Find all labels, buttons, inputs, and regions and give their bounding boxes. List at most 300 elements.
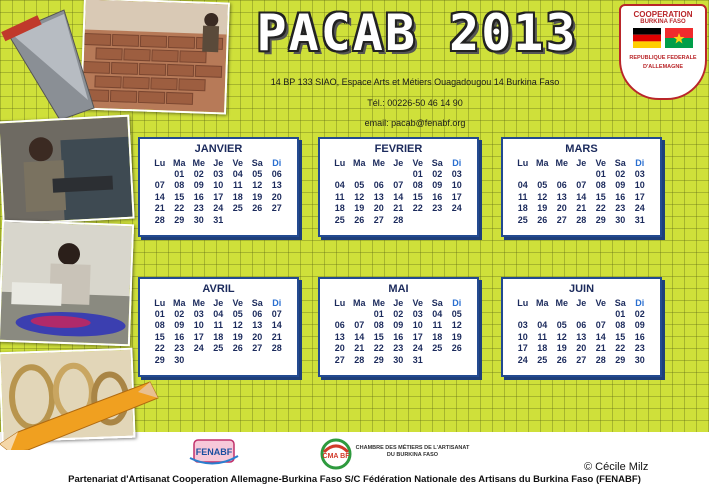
fenabf-logo-icon bbox=[186, 436, 242, 470]
day-cell: 02 bbox=[174, 308, 185, 319]
day-cell: 13 bbox=[556, 191, 567, 202]
day-cell: 26 bbox=[537, 214, 548, 225]
weekday-label: Je bbox=[576, 297, 587, 308]
weekday-label: Sa bbox=[251, 157, 263, 168]
day-cell: 13 bbox=[576, 331, 587, 342]
calendar-mai bbox=[318, 277, 479, 377]
day-cell: 11 bbox=[213, 320, 223, 331]
photo-bricklayer bbox=[80, 0, 230, 115]
day-cell: 02 bbox=[432, 168, 443, 179]
weekday-label: Me bbox=[192, 157, 205, 168]
day-cell: 20 bbox=[373, 203, 384, 214]
day-cell: 27 bbox=[334, 354, 345, 365]
day-cell: 02 bbox=[393, 308, 404, 319]
day-cell: 28 bbox=[393, 214, 404, 225]
day-cell: 26 bbox=[354, 214, 365, 225]
day-cell bbox=[572, 308, 592, 320]
day-cell: 12 bbox=[354, 191, 365, 202]
day-cell: 08 bbox=[174, 180, 185, 191]
weekday-label: Ma bbox=[352, 297, 366, 308]
month-table bbox=[513, 297, 650, 366]
weekday-label: Je bbox=[576, 157, 587, 168]
day-cell: 07 bbox=[576, 180, 587, 191]
day-cell: 16 bbox=[615, 191, 626, 202]
day-cell: 25 bbox=[432, 343, 443, 354]
day-cell: 17 bbox=[451, 191, 462, 202]
day-cell: 29 bbox=[615, 354, 626, 365]
week-row bbox=[513, 168, 650, 180]
day-cell: 25 bbox=[232, 203, 243, 214]
week-row bbox=[513, 331, 650, 343]
week-row bbox=[330, 168, 467, 180]
day-cell: 06 bbox=[576, 320, 587, 331]
day-cell: 15 bbox=[154, 331, 165, 342]
day-cell: 24 bbox=[517, 354, 528, 365]
day-cell: 20 bbox=[252, 331, 263, 342]
tailor-image bbox=[0, 222, 132, 344]
day-cell: 09 bbox=[393, 320, 404, 331]
weekday-label: Lu bbox=[154, 297, 166, 308]
week-row bbox=[330, 308, 467, 320]
day-cell: 05 bbox=[537, 180, 548, 191]
day-cell: 15 bbox=[615, 331, 626, 342]
day-cell: 21 bbox=[393, 203, 404, 214]
day-cell: 26 bbox=[232, 343, 243, 354]
day-cell: 06 bbox=[271, 168, 282, 179]
week-row bbox=[150, 168, 287, 180]
day-cell: 23 bbox=[432, 203, 443, 214]
day-cell bbox=[350, 168, 370, 180]
day-cell: 18 bbox=[334, 203, 345, 214]
day-cell: 18 bbox=[517, 203, 528, 214]
week-row bbox=[513, 308, 650, 320]
weekday-header-row bbox=[150, 297, 287, 308]
week-row bbox=[330, 343, 467, 355]
cma-logo-icon bbox=[318, 438, 354, 470]
day-cell: 25 bbox=[537, 354, 548, 365]
day-cell: 16 bbox=[193, 191, 204, 202]
day-cell: 16 bbox=[393, 331, 404, 342]
day-cell: 21 bbox=[595, 343, 606, 354]
day-cell: 25 bbox=[334, 214, 345, 225]
month-name: FEVRIER bbox=[374, 143, 423, 155]
trowel-icon bbox=[0, 0, 100, 130]
weekday-label: Di bbox=[272, 297, 282, 308]
day-cell: 16 bbox=[634, 331, 645, 342]
day-cell: 23 bbox=[174, 343, 185, 354]
day-cell bbox=[428, 214, 448, 226]
day-cell: 27 bbox=[576, 354, 587, 365]
day-cell: 17 bbox=[412, 331, 423, 342]
week-row bbox=[513, 180, 650, 192]
day-cell: 10 bbox=[517, 331, 528, 342]
day-cell: 19 bbox=[232, 331, 243, 342]
weekday-label: Me bbox=[555, 157, 568, 168]
day-cell bbox=[513, 308, 533, 320]
day-cell: 10 bbox=[213, 180, 224, 191]
month-name: MARS bbox=[565, 143, 598, 155]
mechanic-image bbox=[0, 117, 133, 224]
weekday-label: Ve bbox=[595, 157, 606, 168]
week-row bbox=[150, 343, 287, 355]
day-cell: 27 bbox=[373, 214, 384, 225]
day-cell: 02 bbox=[193, 168, 204, 179]
day-cell: 02 bbox=[634, 308, 645, 319]
week-row bbox=[330, 191, 467, 203]
day-cell: 21 bbox=[154, 203, 165, 214]
weekday-label: Me bbox=[192, 297, 205, 308]
day-cell: 20 bbox=[334, 343, 345, 354]
day-cell: 17 bbox=[193, 331, 204, 342]
day-cell: 11 bbox=[537, 331, 547, 342]
day-cell: 12 bbox=[252, 180, 263, 191]
day-cell: 07 bbox=[271, 308, 282, 319]
week-row bbox=[330, 354, 467, 366]
day-cell: 17 bbox=[517, 343, 528, 354]
day-cell: 04 bbox=[232, 168, 243, 179]
day-cell bbox=[189, 354, 209, 366]
calendar-avril bbox=[138, 277, 299, 377]
day-cell: 22 bbox=[174, 203, 185, 214]
day-cell: 24 bbox=[634, 203, 645, 214]
badge-bottom-2: D'ALLEMAGNE bbox=[642, 64, 684, 70]
day-cell: 21 bbox=[354, 343, 365, 354]
bricklayer-image bbox=[82, 0, 228, 112]
day-cell: 26 bbox=[556, 354, 567, 365]
day-cell bbox=[428, 354, 448, 366]
weekday-header-row bbox=[330, 297, 467, 308]
day-cell: 30 bbox=[615, 214, 626, 225]
badge-bottom-1: REPUBLIQUE FEDERALE bbox=[629, 55, 697, 61]
day-cell: 05 bbox=[252, 168, 263, 179]
day-cell: 03 bbox=[193, 308, 204, 319]
day-cell: 26 bbox=[451, 343, 462, 354]
badge-title: COOPERATION bbox=[633, 10, 693, 19]
day-cell: 03 bbox=[634, 168, 645, 179]
day-cell bbox=[267, 214, 287, 226]
day-cell: 18 bbox=[232, 191, 243, 202]
week-row bbox=[150, 214, 287, 226]
day-cell: 12 bbox=[232, 320, 243, 331]
day-cell: 15 bbox=[412, 191, 423, 202]
day-cell: 17 bbox=[213, 191, 224, 202]
day-cell: 06 bbox=[252, 308, 263, 319]
day-cell: 11 bbox=[432, 320, 442, 331]
day-cell bbox=[228, 214, 248, 226]
day-cell: 31 bbox=[412, 354, 423, 365]
weekday-label: Sa bbox=[614, 157, 626, 168]
weekday-label: Ve bbox=[232, 297, 243, 308]
month-table bbox=[330, 297, 467, 366]
day-cell: 28 bbox=[354, 354, 365, 365]
week-row bbox=[330, 180, 467, 192]
day-cell: 07 bbox=[354, 320, 365, 331]
week-row bbox=[330, 203, 467, 215]
month-table bbox=[330, 157, 467, 226]
day-cell: 27 bbox=[252, 343, 263, 354]
week-row bbox=[150, 180, 287, 192]
day-cell: 30 bbox=[634, 354, 645, 365]
day-cell: 19 bbox=[354, 203, 365, 214]
pencil-icon bbox=[0, 380, 160, 450]
weekday-label: Me bbox=[555, 297, 568, 308]
weekday-label: Sa bbox=[251, 297, 263, 308]
day-cell bbox=[572, 168, 592, 180]
day-cell bbox=[209, 354, 229, 366]
weekday-header-row bbox=[513, 297, 650, 308]
day-cell: 20 bbox=[556, 203, 567, 214]
weekday-label: Ma bbox=[535, 157, 549, 168]
page-title: PACAB 2013 bbox=[256, 4, 578, 62]
weekday-label: Lu bbox=[517, 297, 529, 308]
day-cell: 25 bbox=[213, 343, 224, 354]
copyright-text: © Cécile Milz bbox=[584, 461, 649, 473]
address-line: 14 BP 133 SIAO, Espace Arts et Métiers Ouagadougou 14 Burkina Faso bbox=[270, 77, 560, 87]
day-cell: 21 bbox=[576, 203, 587, 214]
day-cell: 10 bbox=[451, 180, 462, 191]
weekday-label: Me bbox=[372, 157, 385, 168]
month-table bbox=[150, 157, 287, 226]
day-cell: 07 bbox=[393, 180, 404, 191]
day-cell bbox=[513, 168, 533, 180]
weekday-label: Lu bbox=[334, 157, 346, 168]
day-cell: 14 bbox=[271, 320, 282, 331]
day-cell: 22 bbox=[615, 343, 626, 354]
week-row bbox=[330, 320, 467, 332]
day-cell: 08 bbox=[595, 180, 606, 191]
day-cell: 28 bbox=[576, 214, 587, 225]
day-cell bbox=[408, 214, 428, 226]
day-cell bbox=[447, 214, 467, 226]
day-cell: 29 bbox=[174, 214, 185, 225]
calendar-fevrier bbox=[318, 137, 479, 237]
day-cell bbox=[552, 168, 572, 180]
week-row bbox=[150, 308, 287, 320]
day-cell: 28 bbox=[154, 214, 165, 225]
calendar-janvier bbox=[138, 137, 299, 237]
weekday-label: Di bbox=[272, 157, 282, 168]
weekday-label: Ma bbox=[535, 297, 549, 308]
day-cell: 11 bbox=[334, 191, 345, 202]
day-cell: 01 bbox=[154, 308, 165, 319]
day-cell: 19 bbox=[537, 203, 548, 214]
day-cell: 24 bbox=[412, 343, 423, 354]
day-cell: 25 bbox=[517, 214, 528, 225]
weekday-label: Ve bbox=[412, 297, 423, 308]
day-cell: 01 bbox=[615, 308, 626, 319]
day-cell: 01 bbox=[412, 168, 423, 179]
cma-logo-text: CMA BF bbox=[322, 453, 350, 460]
week-row bbox=[513, 191, 650, 203]
day-cell: 23 bbox=[393, 343, 404, 354]
day-cell: 06 bbox=[556, 180, 567, 191]
day-cell: 04 bbox=[517, 180, 528, 191]
cma-line-2: DU BURKINA FASO bbox=[386, 452, 439, 458]
day-cell: 09 bbox=[193, 180, 204, 191]
day-cell: 13 bbox=[373, 191, 384, 202]
day-cell: 04 bbox=[432, 308, 443, 319]
month-table bbox=[513, 157, 650, 226]
day-cell: 06 bbox=[373, 180, 384, 191]
day-cell: 30 bbox=[174, 354, 185, 365]
day-cell bbox=[350, 308, 370, 320]
day-cell: 02 bbox=[615, 168, 626, 179]
day-cell: 29 bbox=[373, 354, 384, 365]
weekday-label: Je bbox=[393, 157, 404, 168]
day-cell: 09 bbox=[634, 320, 645, 331]
month-name: JUIN bbox=[568, 283, 595, 295]
day-cell: 12 bbox=[537, 191, 548, 202]
email-line: email: pacab@fenabf.org bbox=[364, 118, 466, 128]
weekday-label: Ve bbox=[412, 157, 423, 168]
weekday-header-row bbox=[330, 157, 467, 168]
day-cell: 10 bbox=[193, 320, 204, 331]
weekday-label: Ma bbox=[172, 297, 186, 308]
weekday-header-row bbox=[150, 157, 287, 168]
day-cell: 23 bbox=[193, 203, 204, 214]
week-row bbox=[513, 203, 650, 215]
day-cell: 24 bbox=[451, 203, 462, 214]
day-cell: 08 bbox=[154, 320, 165, 331]
week-row bbox=[150, 320, 287, 332]
day-cell: 27 bbox=[556, 214, 567, 225]
day-cell: 24 bbox=[193, 343, 204, 354]
weekday-label: Di bbox=[452, 297, 462, 308]
badge-country: BURKINA FASO bbox=[640, 19, 686, 25]
cma-line-1: CHAMBRE DES MÉTIERS DE L'ARTISANAT bbox=[355, 445, 470, 451]
week-row bbox=[150, 191, 287, 203]
day-cell bbox=[533, 308, 553, 320]
weekday-label: Je bbox=[393, 297, 404, 308]
day-cell: 29 bbox=[154, 354, 165, 365]
day-cell: 23 bbox=[615, 203, 626, 214]
day-cell: 09 bbox=[615, 180, 626, 191]
day-cell: 03 bbox=[412, 308, 423, 319]
day-cell: 08 bbox=[373, 320, 384, 331]
day-cell bbox=[150, 168, 170, 180]
week-row bbox=[150, 331, 287, 343]
day-cell: 16 bbox=[174, 331, 185, 342]
day-cell: 31 bbox=[213, 214, 224, 225]
day-cell: 15 bbox=[595, 191, 606, 202]
weekday-label: Me bbox=[372, 297, 385, 308]
day-cell: 20 bbox=[576, 343, 587, 354]
day-cell: 18 bbox=[432, 331, 443, 342]
month-name: JANVIER bbox=[194, 143, 243, 155]
day-cell: 13 bbox=[252, 320, 263, 331]
day-cell: 04 bbox=[213, 308, 224, 319]
day-cell bbox=[591, 308, 611, 320]
day-cell: 03 bbox=[451, 168, 462, 179]
day-cell bbox=[267, 354, 287, 366]
day-cell: 05 bbox=[451, 308, 462, 319]
week-row bbox=[150, 203, 287, 215]
day-cell: 05 bbox=[354, 180, 365, 191]
weekday-label: Sa bbox=[431, 297, 443, 308]
week-row bbox=[330, 214, 467, 226]
calendar-juin bbox=[501, 277, 662, 377]
day-cell: 17 bbox=[634, 191, 645, 202]
week-row bbox=[150, 354, 287, 366]
day-cell: 07 bbox=[595, 320, 606, 331]
day-cell: 06 bbox=[334, 320, 345, 331]
month-name: AVRIL bbox=[202, 283, 235, 295]
week-row bbox=[513, 214, 650, 226]
day-cell: 09 bbox=[432, 180, 443, 191]
day-cell: 31 bbox=[634, 214, 645, 225]
day-cell: 22 bbox=[373, 343, 384, 354]
day-cell: 24 bbox=[213, 203, 224, 214]
day-cell: 01 bbox=[373, 308, 384, 319]
weekday-label: Ma bbox=[172, 157, 186, 168]
day-cell: 19 bbox=[451, 331, 462, 342]
day-cell: 28 bbox=[271, 343, 282, 354]
day-cell: 14 bbox=[595, 331, 606, 342]
day-cell bbox=[248, 214, 268, 226]
day-cell: 16 bbox=[432, 191, 443, 202]
weekday-label: Lu bbox=[334, 297, 346, 308]
day-cell: 22 bbox=[412, 203, 423, 214]
day-cell: 01 bbox=[174, 168, 185, 179]
day-cell: 07 bbox=[154, 180, 165, 191]
flags-icon bbox=[633, 28, 693, 48]
day-cell: 18 bbox=[213, 331, 224, 342]
weekday-label: Lu bbox=[154, 157, 166, 168]
day-cell: 30 bbox=[193, 214, 204, 225]
day-cell: 14 bbox=[354, 331, 365, 342]
weekday-label: Ve bbox=[595, 297, 606, 308]
phone-line: Tél.: 00226-50 46 14 90 bbox=[367, 98, 463, 108]
day-cell: 21 bbox=[271, 331, 282, 342]
weekday-label: Di bbox=[635, 157, 645, 168]
calendar-mars bbox=[501, 137, 662, 237]
photo-mechanic bbox=[0, 115, 135, 226]
day-cell: 26 bbox=[252, 203, 263, 214]
day-cell: 22 bbox=[154, 343, 165, 354]
day-cell: 03 bbox=[213, 168, 224, 179]
day-cell: 19 bbox=[252, 191, 263, 202]
week-row bbox=[513, 320, 650, 332]
photo-tailor bbox=[0, 220, 134, 347]
month-table bbox=[150, 297, 287, 366]
week-row bbox=[513, 354, 650, 366]
day-cell bbox=[552, 308, 572, 320]
day-cell: 11 bbox=[232, 180, 243, 191]
day-cell: 28 bbox=[595, 354, 606, 365]
day-cell: 29 bbox=[595, 214, 606, 225]
weekday-label: Di bbox=[635, 297, 645, 308]
day-cell bbox=[330, 168, 350, 180]
week-row bbox=[330, 331, 467, 343]
day-cell: 14 bbox=[393, 191, 404, 202]
day-cell: 22 bbox=[595, 203, 606, 214]
day-cell: 04 bbox=[334, 180, 345, 191]
day-cell: 04 bbox=[537, 320, 548, 331]
weekday-label: Lu bbox=[517, 157, 529, 168]
cooperation-badge bbox=[619, 4, 707, 100]
fenabf-logo-text: FENABF bbox=[195, 447, 233, 457]
weekday-label: Je bbox=[213, 297, 224, 308]
day-cell: 08 bbox=[412, 180, 423, 191]
day-cell: 10 bbox=[412, 320, 423, 331]
day-cell bbox=[228, 354, 248, 366]
cma-text bbox=[355, 445, 470, 459]
day-cell: 19 bbox=[556, 343, 567, 354]
day-cell: 27 bbox=[271, 203, 282, 214]
weekday-label: Sa bbox=[614, 297, 626, 308]
day-cell: 12 bbox=[451, 320, 462, 331]
day-cell: 03 bbox=[517, 320, 528, 331]
